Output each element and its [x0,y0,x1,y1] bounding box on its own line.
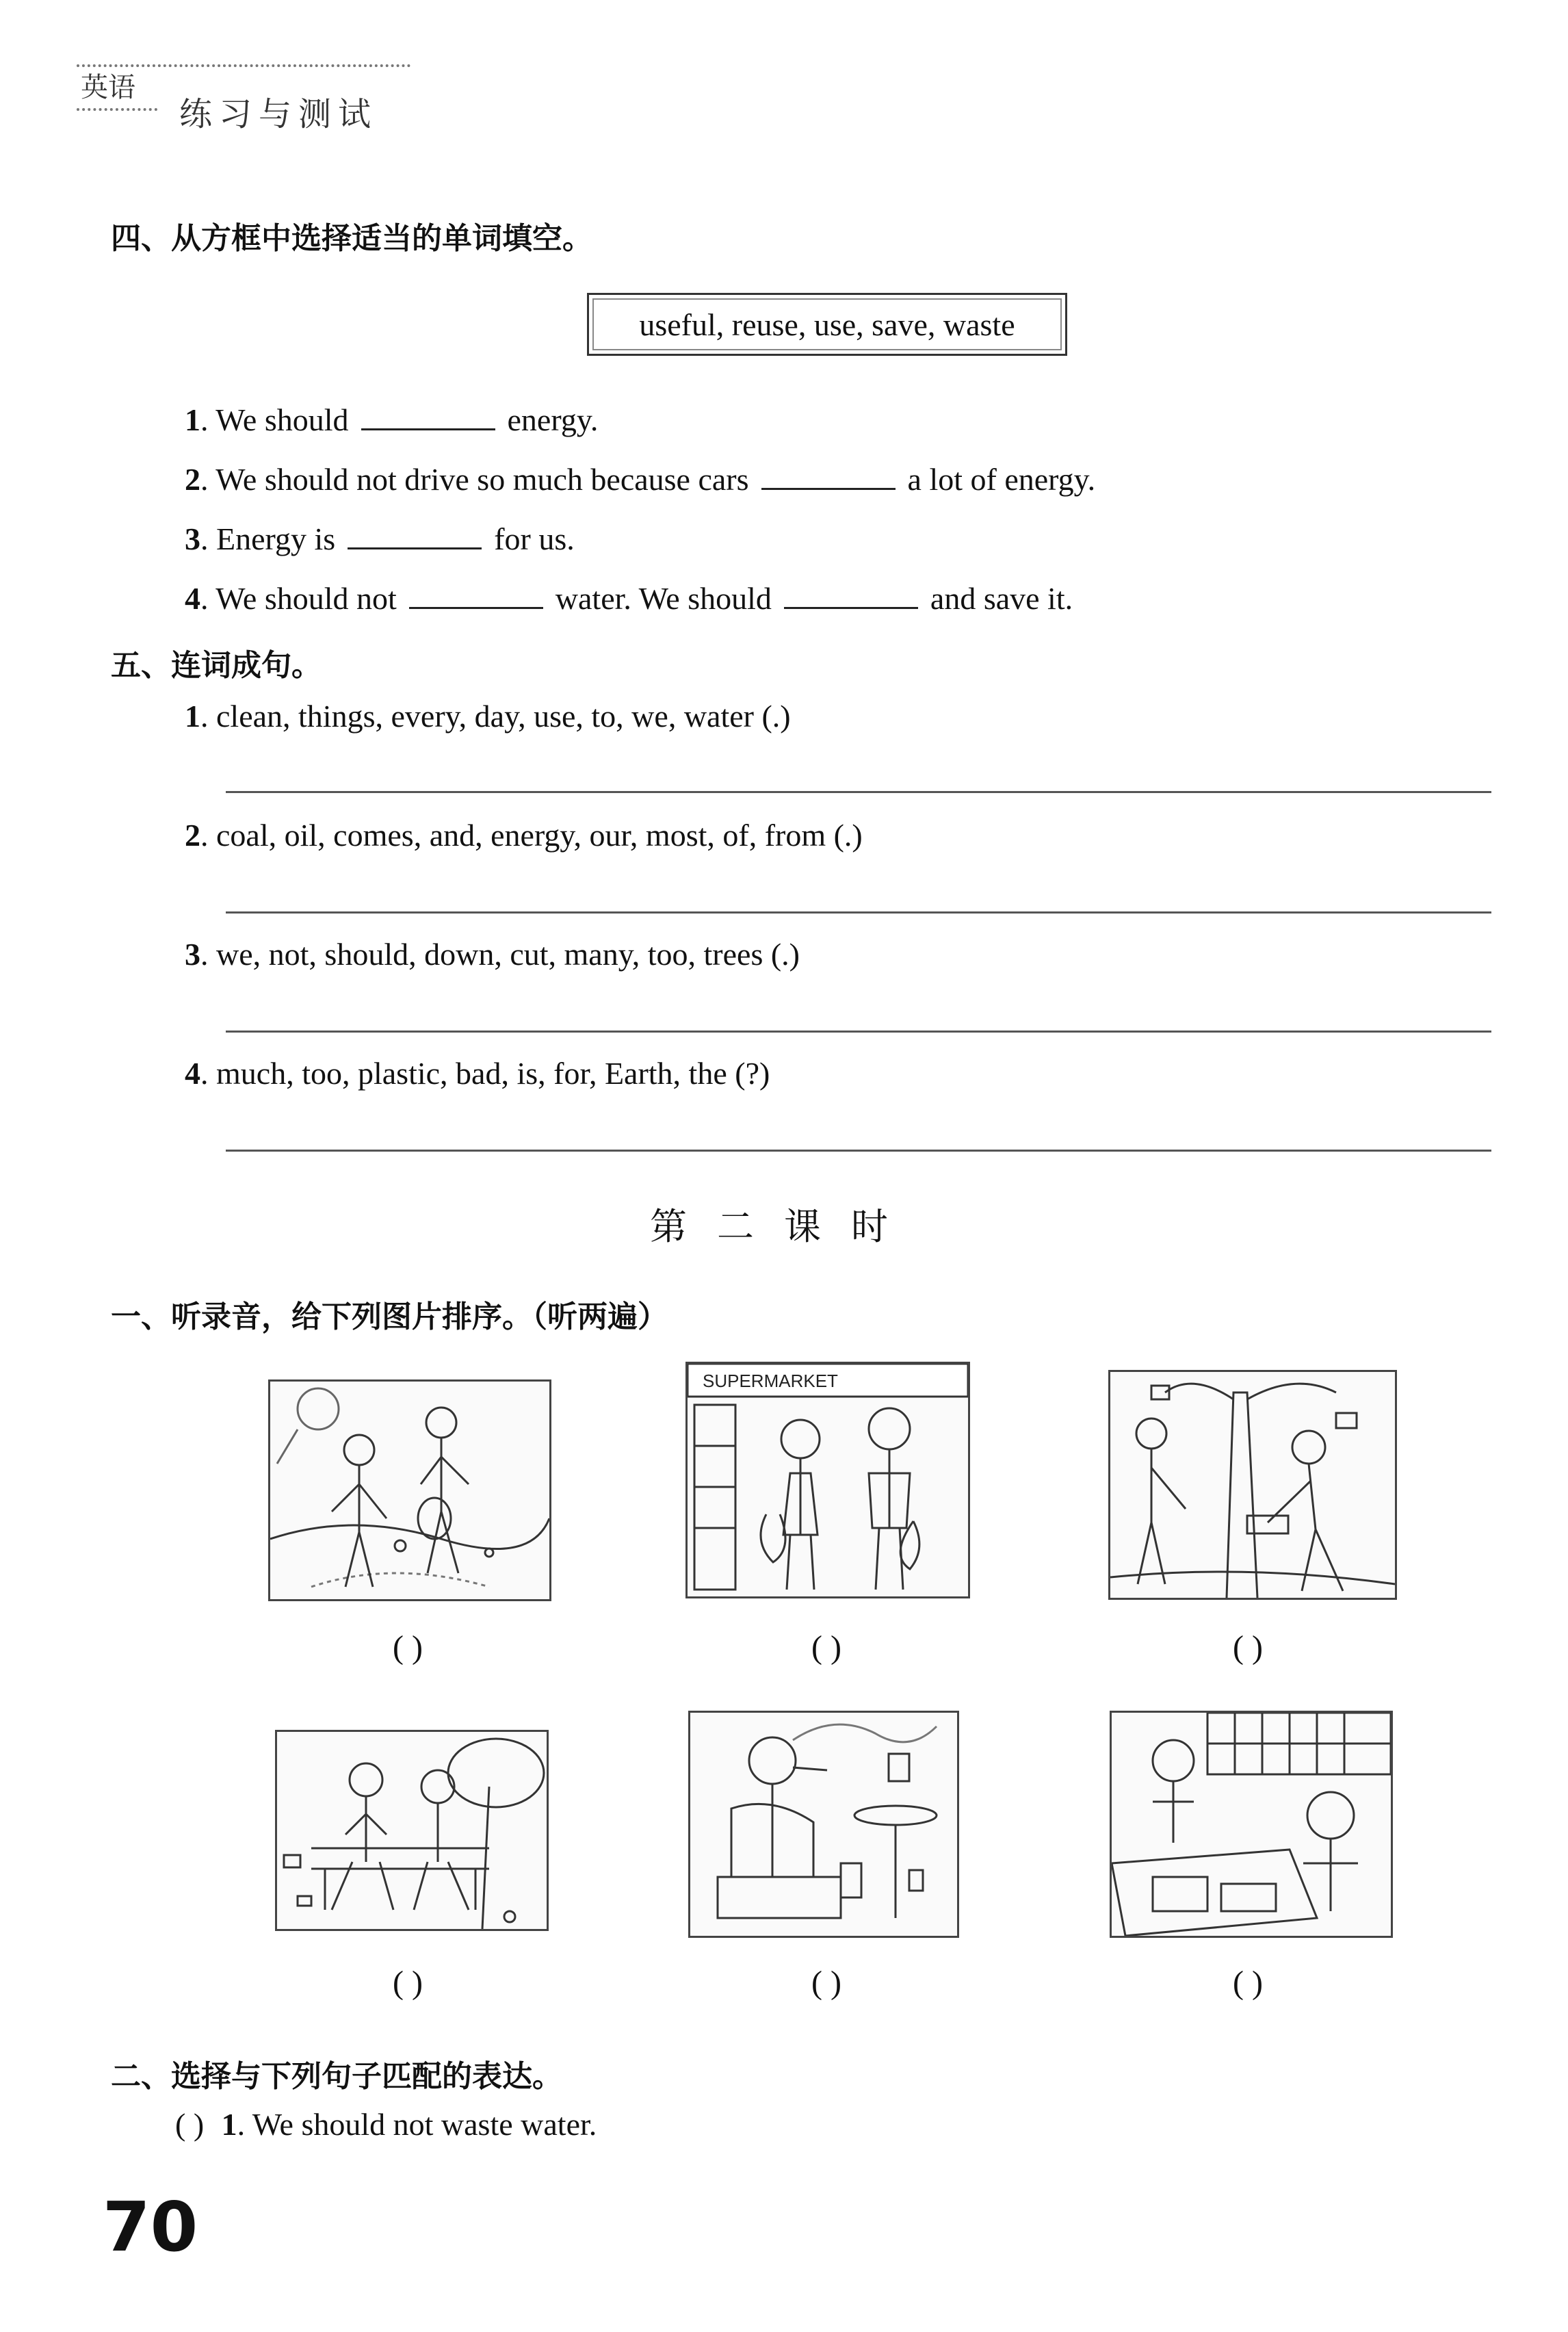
item-text: . coal, oil, comes, and, energy, our, most, of, from (.) [200,818,863,853]
reorder-item-3 [185,939,800,970]
item-text-after: for us. [494,521,575,556]
answer-line[interactable] [226,911,1491,914]
item-text: . much, too, plastic, bad, is, for, Earth, the (?) [200,1056,770,1091]
item-text: . We should not drive so much because cars [200,462,749,497]
answer-bracket[interactable]: ( ) [175,2107,205,2142]
fill-item-2 [185,462,1095,495]
section-5-heading: 五、连词成句。 [111,648,322,683]
supermarket-shopping-picture [685,1362,970,1598]
supermarket-sign: SUPERMARKET [703,1371,838,1391]
order-bracket-1[interactable]: ( ) [393,1629,423,1666]
order-bracket-5[interactable]: ( ) [811,1965,841,2001]
item-text-middle: water. We should [555,581,772,616]
item-number: 2 [185,462,200,497]
item-number: 1 [185,699,200,734]
answer-blank[interactable] [784,581,918,609]
matching-heading: 二、选择与下列句子匹配的表达。 [111,2059,562,2094]
order-bracket-3[interactable]: ( ) [1233,1629,1263,1666]
item-text: . We should not waste water. [237,2107,597,2142]
subject-tag: 英语 [81,72,135,103]
answer-blank[interactable] [361,402,495,430]
item-text: . We should not [200,581,397,616]
answer-blank[interactable] [761,462,896,490]
item-number: 2 [185,818,200,853]
item-text: . we, not, should, down, cut, many, too, trees (.) [200,937,800,972]
lesson-title: 第二课时 [650,1205,918,1248]
header-dotted-rule-2 [77,108,157,111]
picking-up-litter-picture [268,1379,551,1601]
fill-item-4 [185,581,1073,614]
page-number: 70 [103,2187,198,2267]
item-number: 4 [185,581,200,616]
listening-heading: 一、听录音，给下列图片排序。（听两遍） [111,1299,668,1334]
item-number: 3 [185,521,200,556]
item-text: . clean, things, every, day, use, to, we, water (.) [200,699,791,734]
library-reading-picture [1110,1711,1393,1938]
item-text-after: and save it. [930,581,1073,616]
answer-blank[interactable] [348,521,482,549]
item-number: 3 [185,937,200,972]
item-text: . We should [200,402,349,437]
park-bench-litter-picture [275,1730,549,1931]
item-text-after: a lot of energy. [907,462,1096,497]
section-4-heading: 四、从方框中选择适当的单词填空。 [111,221,592,256]
book-title: 练习与测试 [179,95,378,133]
fill-item-1 [185,402,598,436]
word-box: useful, reuse, use, save, waste [587,293,1067,356]
order-bracket-2[interactable]: ( ) [811,1629,841,1666]
answer-line[interactable] [226,1150,1491,1152]
answer-line[interactable] [226,791,1491,793]
item-number: 1 [185,402,200,437]
matching-item-1 [175,2109,597,2140]
answer-blank[interactable] [409,581,543,609]
order-bracket-6[interactable]: ( ) [1233,1965,1263,2001]
reorder-item-2 [185,820,863,851]
smoking-man-picture [688,1711,959,1938]
item-text: . Energy is [200,521,336,556]
reorder-item-4 [185,1058,770,1089]
item-number: 4 [185,1056,200,1091]
item-text-after: energy. [507,402,599,437]
cutting-trees-picture [1108,1370,1397,1600]
fill-item-3 [185,521,575,555]
answer-line[interactable] [226,1031,1491,1033]
item-number: 1 [221,2107,237,2142]
order-bracket-4[interactable]: ( ) [393,1965,423,2001]
reorder-item-1 [185,701,791,732]
